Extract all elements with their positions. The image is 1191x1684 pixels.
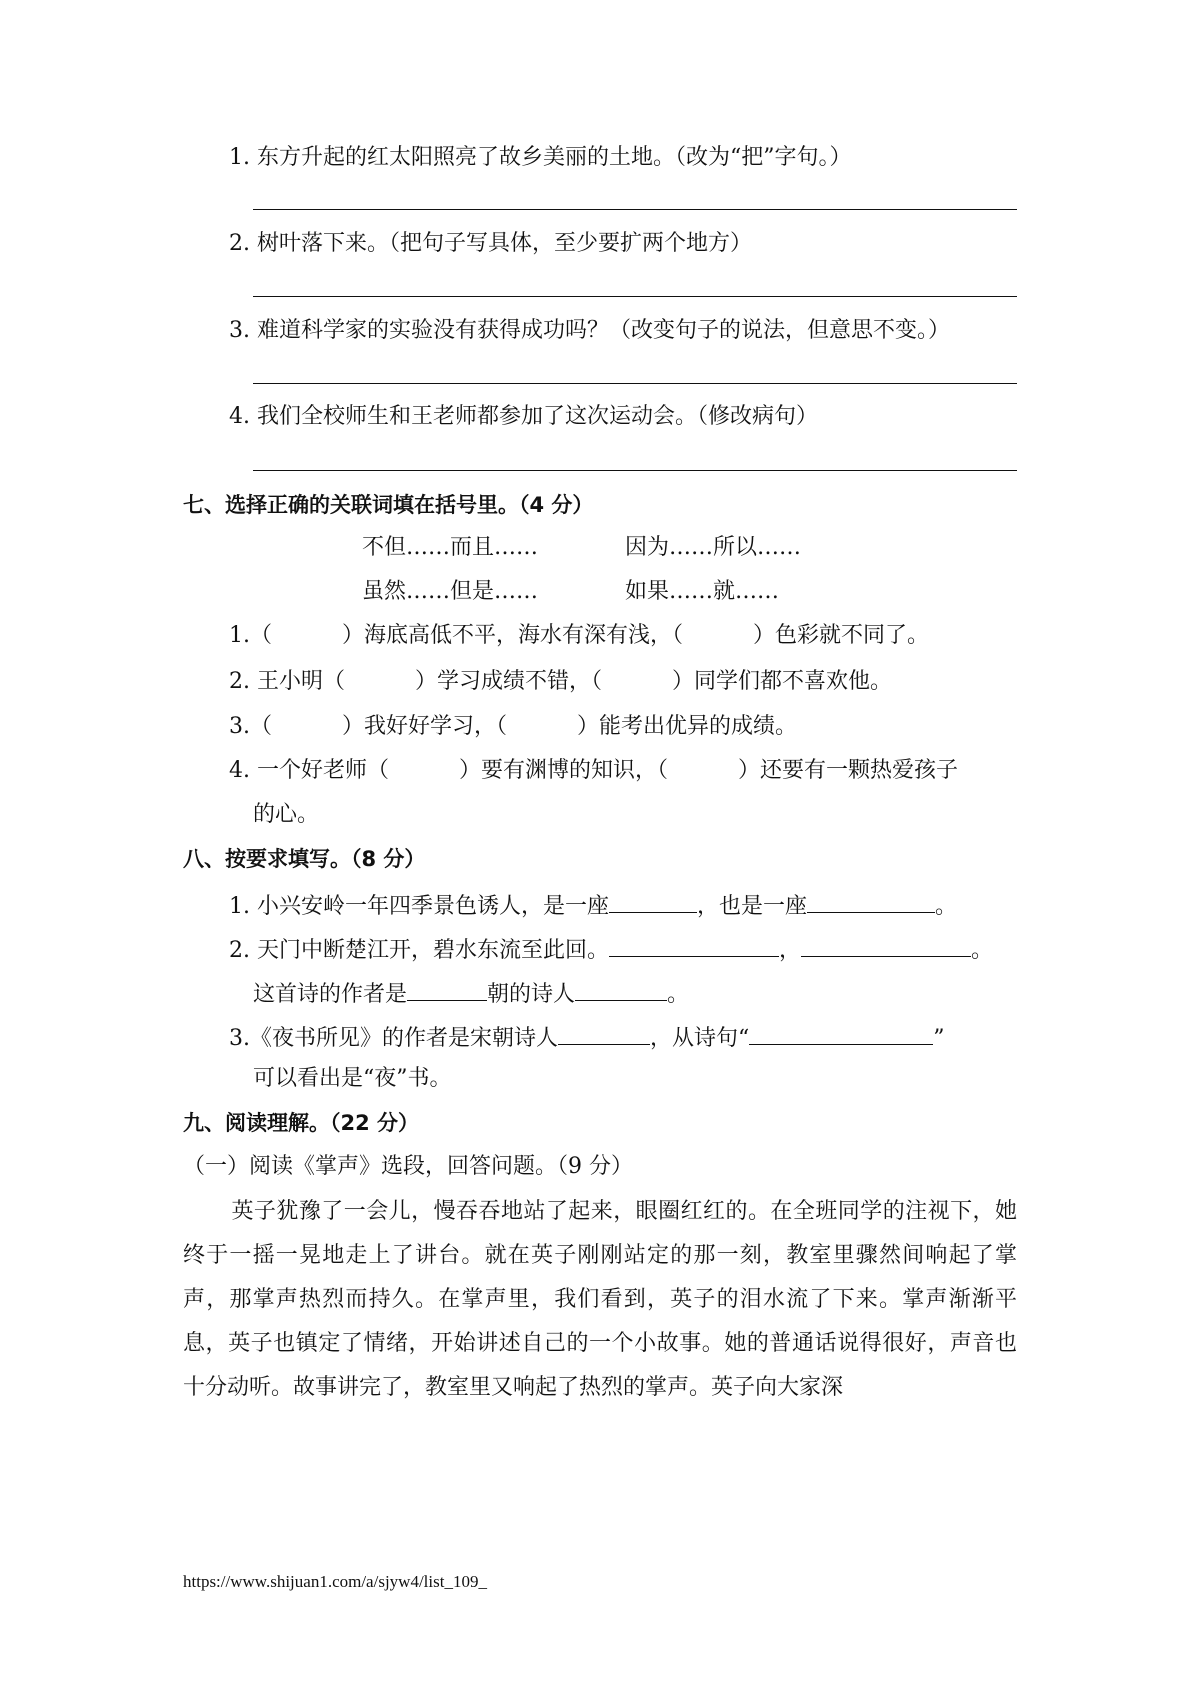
- s6-question-1: 1. 东方升起的红太阳照亮了故乡美丽的土地。（改为“把”字句。）: [229, 145, 852, 170]
- s8-question-2: 2. 天门中断楚江开，碧水东流至此回。 ， 。: [229, 932, 993, 966]
- answer-line-2[interactable]: [253, 296, 1017, 297]
- s6-question-2: 2. 树叶落下来。（把句子写具体，至少要扩两个地方）: [229, 231, 752, 256]
- s9-subheading: （一）阅读《掌声》选段，回答问题。（9 分）: [183, 1154, 633, 1179]
- s7-question-1: 1.（ ）海底高低不平，海水有深有浅，（ ）色彩就不同了。: [229, 623, 930, 648]
- s8-question-2b: 这首诗的作者是 朝的诗人 。: [253, 976, 689, 1010]
- section8-heading: 八、按要求填写。（8 分）: [183, 847, 426, 871]
- section9-heading: 九、阅读理解。（22 分）: [183, 1111, 420, 1135]
- s7-question-4-cont: 的心。: [253, 802, 320, 827]
- s8-question-1: 1. 小兴安岭一年四季景色诱人，是一座 ，也是一座 。: [229, 888, 957, 922]
- section7-heading: 七、选择正确的关联词填在括号里。（4 分）: [183, 493, 594, 517]
- s8-question-3b: 可以看出是“夜”书。: [253, 1066, 452, 1091]
- answer-line-1[interactable]: [253, 209, 1017, 210]
- answer-line-4[interactable]: [253, 470, 1017, 471]
- s6-question-4: 4. 我们全校师生和王老师都参加了这次运动会。（修改病句）: [229, 404, 818, 429]
- s8-q3-blank-1[interactable]: [558, 1020, 650, 1045]
- s7-option-4: 如果……就……: [625, 579, 780, 604]
- reading-passage: 英子犹豫了一会儿，慢吞吞地站了起来，眼圈红红的。在全班同学的注视下，她终于一摇一晃地走上了讲台。就在英子刚刚站定的那一刻，教室里骤然间响起了掌声，那掌声热烈而持久。在掌声里，我们看到，英子的泪水流了下来。掌声渐渐平息，英子也镇定了情绪，开始讲述自己的一个小故事。她的普通话说得很好，声音也十分动听。故事讲完了，教室里又响起了热烈的掌声。英子向大家深: [183, 1199, 1017, 1400]
- s8-q1-blank-1[interactable]: [609, 888, 697, 913]
- s7-option-3: 虽然……但是……: [362, 579, 539, 604]
- s8-q2b-blank-1[interactable]: [407, 976, 487, 1001]
- s8-q2-blank-1[interactable]: [609, 932, 779, 957]
- s6-question-3: 3. 难道科学家的实验没有获得成功吗？（改变句子的说法，但意思不变。）: [229, 318, 950, 343]
- footer-url[interactable]: https://www.shijuan1.com/a/sjyw4/list_109_: [183, 1572, 487, 1591]
- s7-option-2: 因为……所以……: [625, 535, 802, 560]
- s8-q2b-blank-2[interactable]: [575, 976, 667, 1001]
- s7-question-3: 3.（ ）我好好学习，（ ）能考出优异的成绩。: [229, 714, 798, 739]
- s7-option-1: 不但……而且……: [362, 535, 539, 560]
- s8-q1-blank-2[interactable]: [807, 888, 935, 913]
- s8-q3-blank-2[interactable]: [749, 1020, 933, 1045]
- s8-q2-blank-2[interactable]: [801, 932, 971, 957]
- answer-line-3[interactable]: [253, 383, 1017, 384]
- s8-question-3: 3.《夜书所见》的作者是宋朝诗人 ，从诗句“ ”: [229, 1020, 945, 1054]
- s7-question-4: 4. 一个好老师（ ）要有渊博的知识，（ ）还要有一颗热爱孩子: [229, 758, 959, 783]
- s7-question-2: 2. 王小明（ ）学习成绩不错，（ ）同学们都不喜欢他。: [229, 669, 893, 694]
